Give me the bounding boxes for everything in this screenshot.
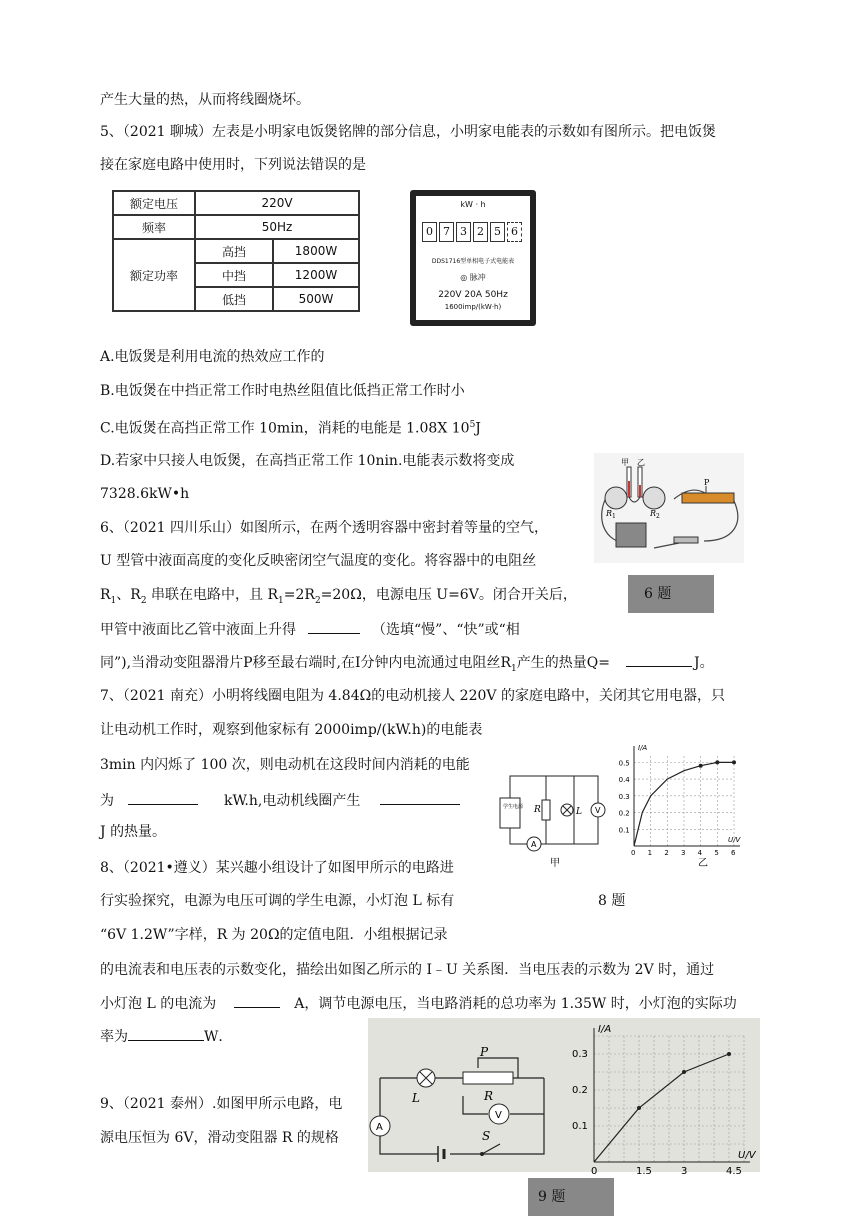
question-9-line1: 9、（2021 泰州）.如图甲所示电路，电 (100, 1096, 343, 1112)
label-L: L (412, 1091, 420, 1105)
question-7-line3: 3min 内闪烁了 100 次，则电动机在这段时间内消耗的电能 (100, 757, 470, 773)
label-r1: R (606, 509, 613, 518)
question-7-line1: 7、（2021 南充）小明将线圈电阻为 4.84Ω的电动机接人 220V 的家庭电路中，关闭其它用电器，只 (100, 688, 725, 704)
answer-blank[interactable] (128, 1026, 204, 1041)
x-axis-label: U/V (738, 1150, 756, 1161)
y-tick-label: 0.3 (618, 792, 630, 801)
data-point (699, 764, 703, 768)
data-point (637, 1106, 641, 1110)
question-7-line5: J 的热量。 (100, 824, 167, 840)
question-5-line2: 接在家庭电路中使用时，下列说法错误的是 (100, 157, 366, 173)
text-line: 产生大量的热，从而将线圈烧坏。 (100, 92, 310, 108)
meter-digit: 3 (456, 222, 471, 242)
answer-blank[interactable] (308, 619, 360, 634)
switch-icon (482, 1144, 500, 1154)
question-9-line2: 源电压恒为 6V，滑动变阻器 R 的规格 (100, 1130, 339, 1146)
meter-unit: kW · h (460, 200, 486, 209)
y-tick-label: 0.2 (572, 1085, 588, 1096)
x-tick-label: 0 (631, 849, 636, 857)
electric-meter (410, 190, 536, 326)
y-tick-label: 0.1 (572, 1121, 588, 1132)
label-R: R (484, 1089, 494, 1103)
meter-pulse-indicator: ◎ 脉冲 (460, 273, 486, 282)
label-r1-sub: 1 (612, 513, 616, 520)
x-tick-label: 3 (681, 849, 686, 857)
x-tick-label: 4 (697, 849, 703, 857)
label-P: P (480, 1045, 489, 1059)
option-5d-line2: 7328.6kW•h (100, 486, 190, 502)
resistor-r (542, 800, 550, 820)
high-gear-label: 高挡 (195, 239, 273, 263)
rated-power-label: 额定功率 (113, 239, 195, 311)
figure-9 (368, 1018, 760, 1177)
label-V: V (595, 806, 601, 815)
low-gear-power: 500W (273, 287, 359, 311)
meter-imp: 1600imp/(kW·h) (444, 303, 502, 311)
question-7-line2: 让电动机工作时，观察到他家标有 2000imp/(kW.h)的电能表 (100, 722, 483, 738)
question-6-line1: 6、（2021 四川乐山）如图所示，在两个透明容器中密封着等量的空气， (100, 520, 548, 536)
question-8-line5: 小灯泡 L 的电流为 A，调节电源电压，当电路消耗的总功率为 1.35W 时，小灯泡的实际功 (100, 993, 737, 1014)
meter-digit: 7 (439, 222, 454, 242)
data-point (682, 1070, 686, 1074)
y-tick-label: 0.1 (618, 826, 630, 835)
option-5c: C.电饭煲在高挡正常工作 10min，消耗的电能是 1.08X $10^5J$ (100, 420, 481, 437)
figure-9-chart (570, 1018, 760, 1177)
meter-rating: 220V 20A 50Hz (438, 290, 508, 300)
student-power-supply (500, 798, 520, 828)
question-8-line3: “6V 1.2W”字样，R 为 20Ω的定值电阻．小组根据记录 (100, 927, 448, 943)
question-6-line4: 甲管中液面比乙管中液面上升得 （选填“慢”、“快”或“相 (100, 619, 520, 640)
mid-gear-label: 中挡 (195, 263, 273, 287)
frequency-value: 50Hz (195, 215, 359, 239)
data-point (732, 760, 736, 764)
figure-8-chart (620, 742, 757, 872)
power-supply-label: 学生电源 (503, 804, 524, 810)
rated-voltage-value: 220V (195, 191, 359, 215)
label-jia: 甲 (621, 458, 629, 467)
option-5d-line1: D.若家中只接人电饭煲，在高挡正常工作 10nin.电能表示数将变成 (100, 453, 515, 469)
x-tick-label: 0 (591, 1166, 598, 1177)
figure-6-caption: 6 题 (628, 575, 714, 613)
x-tick-label: 2 (664, 849, 669, 857)
high-gear-power: 1800W (273, 239, 359, 263)
figure-9-circuit (368, 1018, 558, 1172)
x-tick-label: 6 (731, 849, 736, 857)
meter-digit: 0 (422, 222, 437, 242)
question-6-line2: U 型管中液面高度的变化反映密闭空气温度的变化。将容器中的电阻丝 (100, 553, 537, 569)
figure-8-circuit (496, 742, 620, 872)
figure-8-caption: 8 题 (598, 893, 626, 909)
figure-6-circuit (594, 453, 744, 563)
question-8-line2: 行实验探究，电源为电压可调的学生电源，小灯泡 L 标有 (100, 893, 455, 909)
x-axis-label: U/V (728, 836, 741, 844)
low-gear-label: 低挡 (195, 287, 273, 311)
meter-digits (422, 222, 522, 242)
option-5b: B.电饭煲在中挡正常工作时电热丝阻值比低挡正常工作时小 (100, 383, 465, 399)
y-tick-label: 0.5 (618, 759, 630, 768)
question-6-line3: $R_1$、$R_2$ 串联在电路中，且 $R_1=2R_2=20\Omega$，电源电压 U=6V。闭合开关后， (100, 587, 577, 606)
label-A: A (376, 1122, 383, 1133)
question-8-line6: 率为 W． (100, 1026, 232, 1047)
x-tick-label: 1 (647, 849, 653, 857)
rated-voltage-label: 额定电压 (113, 191, 195, 215)
rice-cooker-nameplate (112, 190, 360, 312)
y-axis-label: I/A (638, 744, 648, 752)
question-5-line1: 5、（2021 聊城）左表是小明家电饭煲铭牌的部分信息，小明家电能表的示数如有图所示。把电饭煲 (100, 124, 716, 140)
y-tick-label: 0.2 (618, 809, 630, 818)
label-jia: 甲 (550, 858, 560, 869)
figure-9-caption: 9 题 (528, 1178, 614, 1216)
rheostat (463, 1072, 513, 1084)
x-tick-label: 5 (714, 849, 719, 857)
meter-digit: 6 (507, 222, 522, 242)
question-6-line5: 同”),当滑动变阻器滑片P移至最右端时,在I分钟内电流通过电阻丝$R_1$产生的热量Q= J。 (100, 652, 714, 679)
x-tick-label: 1.5 (636, 1166, 652, 1177)
label-R: R (534, 805, 541, 815)
answer-blank[interactable] (626, 652, 692, 667)
x-tick-label: 3 (681, 1166, 688, 1177)
label-V: V (495, 1110, 502, 1121)
question-7-line4: 为 kW.h,电动机线圈产生 (100, 790, 460, 811)
answer-blank[interactable] (380, 790, 460, 805)
label-r2-sub: 2 (656, 513, 660, 520)
meter-digit: 5 (490, 222, 505, 242)
question-8-line4: 的电流表和电压表的示数变化，描绘出如图乙所示的 I﹣U 关系图．当电压表的示数为 2V 时，通过 (100, 962, 715, 978)
y-axis-label: I/A (598, 1024, 612, 1035)
frequency-label: 频率 (113, 215, 195, 239)
meter-digit: 2 (473, 222, 488, 242)
answer-blank[interactable] (128, 790, 198, 805)
label-A: A (531, 840, 537, 849)
question-8-line1: 8、（2021•遵义）某兴趣小组设计了如图甲所示的电路进 (100, 860, 454, 876)
data-point (715, 760, 719, 764)
answer-blank[interactable] (234, 993, 280, 1008)
label-yi: 乙 (698, 858, 708, 869)
label-p: P (704, 478, 710, 487)
label-S: S (482, 1129, 491, 1143)
meter-model: DDS1716型单相电子式电能表 (431, 258, 515, 265)
y-tick-label: 0.4 (618, 776, 630, 785)
label-yi: 乙 (637, 458, 645, 467)
label-r2: R (650, 509, 657, 518)
mid-gear-power: 1200W (273, 263, 359, 287)
x-tick-label: 4.5 (726, 1166, 742, 1177)
y-tick-label: 0.3 (572, 1049, 588, 1060)
label-L: L (576, 807, 582, 817)
data-point (727, 1052, 731, 1056)
option-5a: A.电饭煲是利用电流的热效应工作的 (100, 349, 325, 365)
